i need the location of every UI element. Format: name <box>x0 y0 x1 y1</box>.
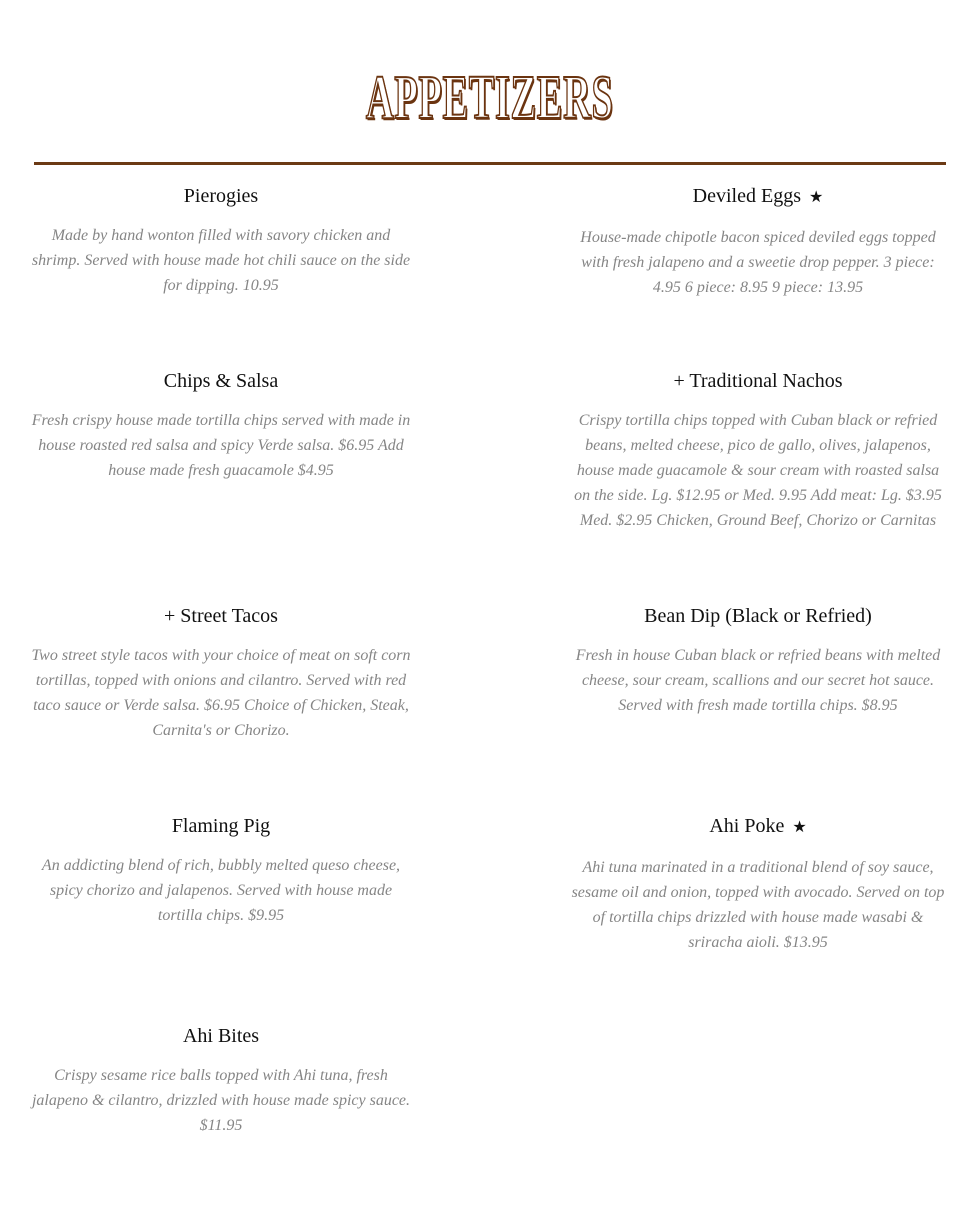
menu-item-street-tacos <box>31 604 411 743</box>
menu-item-chips-salsa <box>31 369 411 483</box>
item-name: + Street Tacos <box>164 605 278 627</box>
menu-item-deviled-eggs <box>568 184 948 300</box>
section-title: APPETIZERS <box>366 64 614 132</box>
item-description: Made by hand wonton filled with savory chicken and shrimp. Served with house made hot chili sauce on the side for dipping. 10.95 <box>31 227 411 294</box>
item-name: + Traditional Nachos <box>673 370 843 392</box>
menu-item-bean-dip <box>568 604 948 718</box>
menu-item-traditional-nachos <box>568 369 948 533</box>
item-description: Crispy tortilla chips topped with Cuban black or refried beans, melted cheese, pico de gallo, olives, jalapenos, house made guacamole & sour cream with roasted salsa on the side. Lg. $12.95 or Med. 9.95 Add meat: Lg. $3.95 Med. $2.95 Chicken, Ground Beef, Chorizo or Carnitas <box>574 412 942 529</box>
item-name: Flaming Pig <box>171 815 271 837</box>
item-name: Ahi Bites <box>182 1025 260 1047</box>
star-icon: ★ <box>792 819 807 836</box>
item-name: Ahi Poke ★ <box>709 815 807 837</box>
item-description: Fresh in house Cuban black or refried beans with melted cheese, sour cream, scallions and our secret hot sauce. Served with fresh made tortilla chips. $8.95 <box>575 647 941 714</box>
item-description: House-made chipotle bacon spiced deviled eggs topped with fresh jalapeno and a sweetie drop pepper. 3 piece: 4.95 6 piece: 8.95 9 piece: 13.95 <box>580 229 936 296</box>
item-name: Bean Dip (Black or Refried) <box>644 605 872 627</box>
item-description: Fresh crispy house made tortilla chips served with made in house roasted red salsa and spicy Verde salsa. $6.95 Add house made fresh guacamole $4.95 <box>31 412 411 479</box>
item-description: Ahi tuna marinated in a traditional blend of soy sauce, sesame oil and onion, topped with avocado. Served on top of tortilla chips drizzled with house made wasabi & sriracha aioli. $13.95 <box>571 859 945 951</box>
menu-item-flaming-pig <box>31 814 411 928</box>
item-name: Pierogies <box>183 185 259 207</box>
item-description: Crispy sesame rice balls topped with Ahi tuna, fresh jalapeno & cilantro, drizzled with house made spicy sauce. $11.95 <box>31 1067 411 1134</box>
menu-item-pierogies <box>31 184 411 298</box>
section-divider <box>34 162 946 165</box>
star-icon: ★ <box>808 189 824 206</box>
item-name: Chips & Salsa <box>163 370 279 392</box>
section-header <box>0 60 965 136</box>
item-name: Deviled Eggs ★ <box>692 185 824 207</box>
item-description: An addicting blend of rich, bubbly melted queso cheese, spicy chorizo and jalapenos. Served with house made tortilla chips. $9.95 <box>41 857 401 924</box>
item-description: Two street style tacos with your choice of meat on soft corn tortillas, topped with onions and cilantro. Served with red taco sauce or Verde salsa. $6.95 Choice of Chicken, Steak, Carnita's or Chorizo. <box>31 647 411 739</box>
menu-item-ahi-bites <box>31 1024 411 1138</box>
menu-item-ahi-poke <box>568 814 948 955</box>
